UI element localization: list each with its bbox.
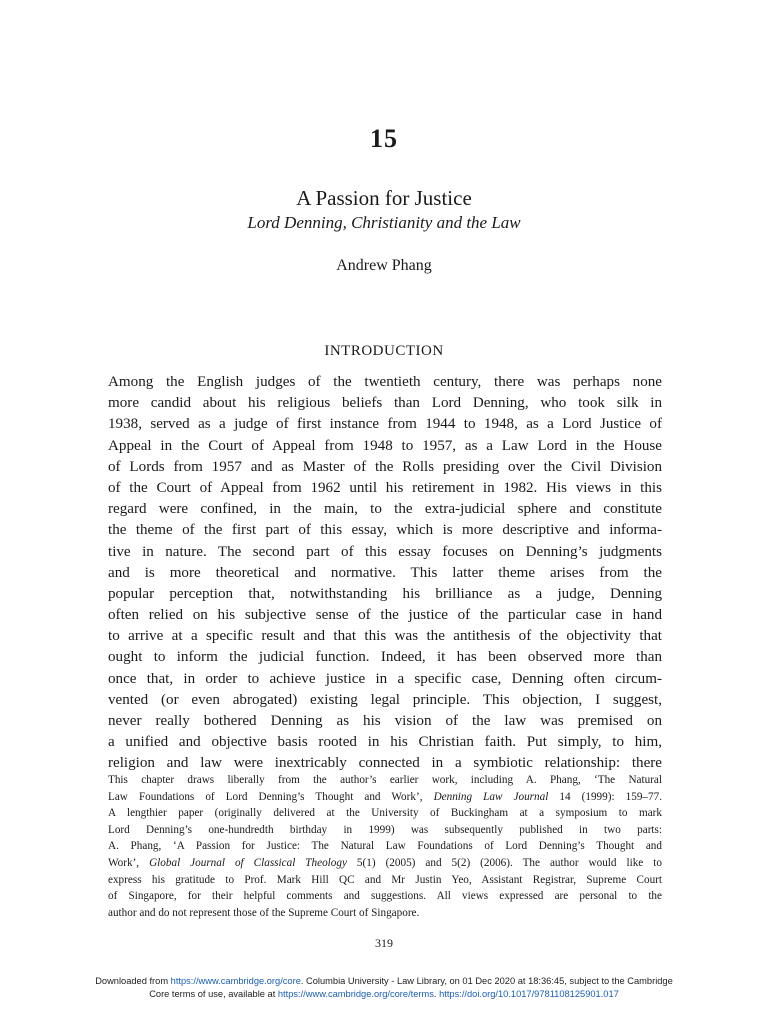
footnote-line: A lengthier paper (originally delivered at the University of Buckingham at a symposium to mark xyxy=(108,807,662,820)
footnote-line: author and do not represent those of the Supreme Court of Singapore. xyxy=(108,906,420,919)
body-line: never really bothered Denning as his vision of the law was premised on xyxy=(108,713,662,729)
terms-link[interactable]: https://www.cambridge.org/core/terms xyxy=(277,989,434,999)
chapter-subtitle: Lord Denning, Christianity and the Law xyxy=(247,213,521,232)
journal-title: Denning Law Journal xyxy=(433,790,549,803)
body-line: vented (or even abrogated) existing legal principle. This objection, I suggest, xyxy=(108,691,662,708)
footnote-line xyxy=(108,855,662,872)
body-line: the theme of the first part of this essay, which is more descriptive and informa- xyxy=(108,522,662,539)
footnote xyxy=(108,772,662,921)
footnote-text: 14 (1999): 159–77. xyxy=(548,790,662,803)
body-line: of the Court of Appeal from 1962 until his retirement in 1982. His views in this xyxy=(108,479,662,496)
body-line: once that, in order to achieve justice in a specific case, Denning often circum- xyxy=(108,670,662,687)
footnote-line: of Singapore, for their helpful comments and suggestions. All views expressed are personal to the xyxy=(108,890,662,903)
body-line: tive in nature. The second part of this essay focuses on Denning’s judgments xyxy=(108,543,662,560)
notice-text: . xyxy=(433,989,440,999)
download-notice-line xyxy=(0,975,768,988)
chapter-author: Andrew Phang xyxy=(336,257,432,274)
footnote-text: Work’, xyxy=(108,856,150,869)
body-line: regard were confined, in the main, to the extra-judicial sphere and constitute xyxy=(108,501,662,518)
download-notice-line xyxy=(0,988,768,1001)
footnote-line: Lord Denning’s one-hundredth birthday in 1999) was subsequently published in two parts: xyxy=(108,823,662,836)
footnote-text: 5(1) (2005) and 5(2) (2006). The author would like to xyxy=(346,856,662,869)
cambridge-core-link[interactable]: https://www.cambridge.org/core xyxy=(170,976,301,986)
chapter-title: A Passion for Justice xyxy=(296,186,472,210)
notice-text: Downloaded from xyxy=(95,976,171,986)
body-line: to arrive at a specific result and that this was the antithesis of the objectivity that xyxy=(108,628,662,645)
body-line: religion and law were inextricably connected in a symbiotic relationship: there xyxy=(108,755,662,772)
body-line: ought to inform the judicial function. Indeed, it has been observed more than xyxy=(108,649,662,666)
chapter-number: 15 xyxy=(370,124,398,153)
footnote-line: express his gratitude to Prof. Mark Hill QC and Mr Justin Yeo, Assistant Registrar, Supreme Court xyxy=(108,873,662,886)
body-paragraph xyxy=(108,372,662,775)
section-heading: INTRODUCTION xyxy=(324,343,444,359)
footnote-line xyxy=(108,789,662,806)
footnote-line: This chapter draws liberally from the author’s earlier work, including A. Phang, ‘The Natural xyxy=(108,774,662,786)
body-line: often relied on his subjective sense of the justice of the particular case in hand xyxy=(108,607,662,624)
notice-text: . Columbia University - Law Library, on 01 Dec 2020 at 18:36:45, subject to the Cambridge xyxy=(300,976,673,986)
body-line: more candid about his religious beliefs than Lord Denning, who took silk in xyxy=(108,395,662,412)
journal-title: Global Journal of Classical Theology xyxy=(149,856,347,869)
download-notice xyxy=(0,975,768,1001)
body-line: and is more theoretical and normative. This latter theme arises from the xyxy=(108,564,662,581)
body-line: Among the English judges of the twentieth century, there was perhaps none xyxy=(108,374,662,390)
footnote-line: A. Phang, ‘A Passion for Justice: The Natural Law Foundations of Lord Denning’s Thought and xyxy=(108,840,662,853)
body-line: Appeal in the Court of Appeal from 1948 to 1957, as a Law Lord in the House xyxy=(108,437,662,454)
footnote-text: Law Foundations of Lord Denning’s Thought and Work’, xyxy=(108,790,434,803)
body-line: of Lords from 1957 and as Master of the Rolls presiding over the Civil Division xyxy=(108,458,662,475)
doi-link[interactable]: https://doi.org/10.1017/9781108125901.017 xyxy=(439,989,619,999)
body-line: 1938, served as a judge of first instance from 1944 to 1948, as a Lord Justice of xyxy=(108,416,662,433)
page-number: 319 xyxy=(375,936,393,950)
body-line: a unified and objective basis rooted in his Christian faith. Put simply, to him, xyxy=(108,734,662,751)
notice-text: Core terms of use, available at xyxy=(149,989,278,999)
body-line: popular perception that, notwithstanding his brilliance as a judge, Denning xyxy=(108,585,662,602)
